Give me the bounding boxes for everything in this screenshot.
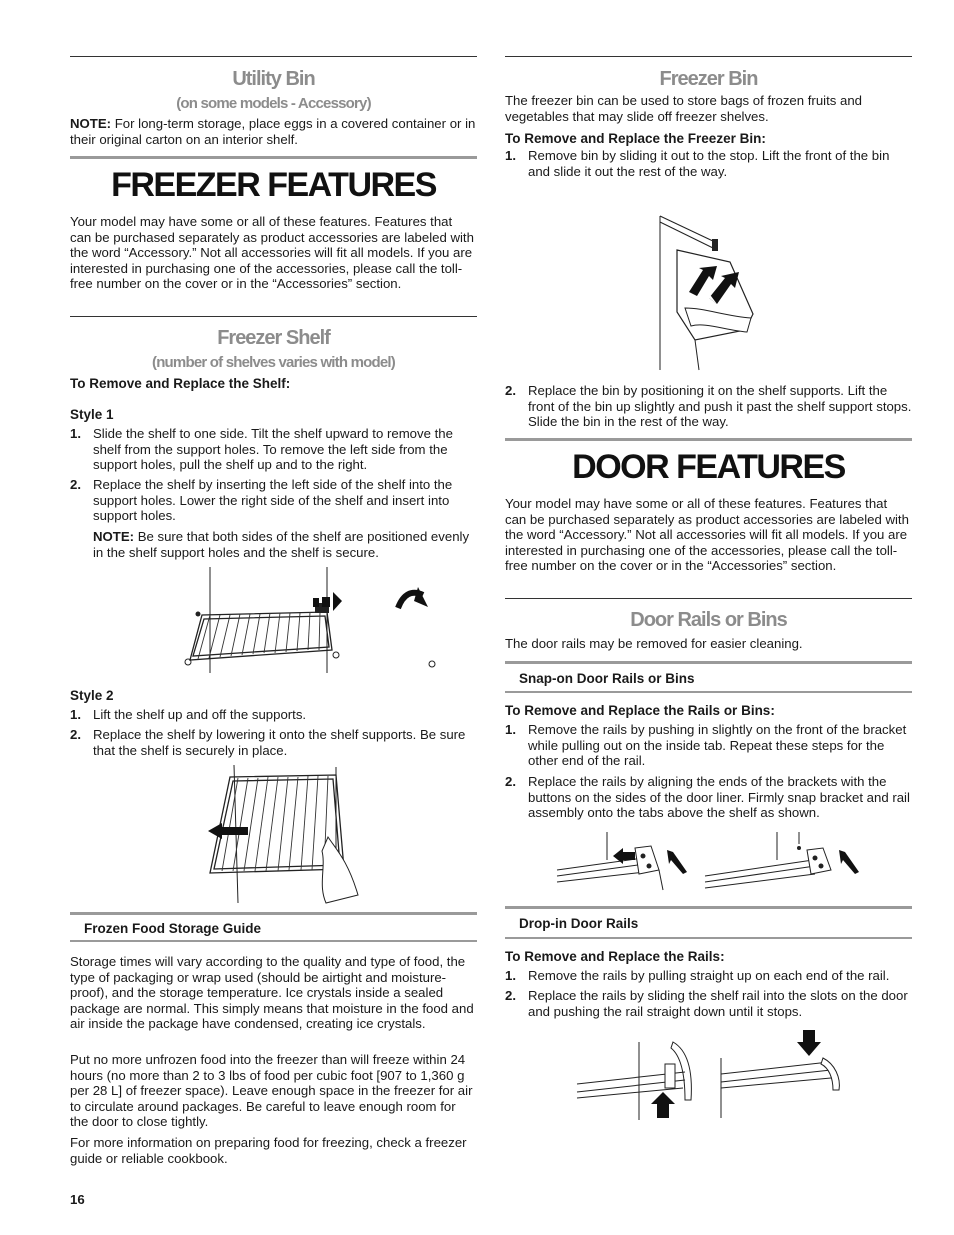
storage-guide-para2: Put no more unfrozen food into the freezer than will freeze within 24 hours (no more than 2 to 3 lbs of food per cubic foot [907 to 1,360 g per 28 L] of freezer space). Leave enough space in the freezer for air to circulate around packages. Be careful to leave enough room for the door to close tightly. — [70, 1052, 473, 1130]
style1-steps — [70, 426, 477, 560]
freezer-features-title: FREEZER FEATURES — [111, 166, 436, 204]
step-number: 2. — [70, 477, 81, 492]
step-number: 1. — [505, 968, 516, 983]
section-rule — [505, 438, 912, 441]
style1-note — [93, 529, 477, 560]
utility-bin-title: Utility Bin — [232, 68, 315, 90]
section-rule — [70, 156, 477, 159]
step-number: 2. — [505, 383, 516, 398]
style2-step1: Lift the shelf up and off the supports. — [93, 707, 307, 722]
snap-on-replace-illustration — [703, 830, 868, 895]
door-rails-intro: The door rails may be removed for easier cleaning. — [505, 636, 803, 651]
freezer-bin-step1-block — [505, 148, 912, 184]
freezer-features-intro: Your model may have some or all of these features. Features that can be purchased separately as product accessories are labeled with the word “Accessory.” Not all accessories will fit all models. If you are interested in purchasing one of the accessories, please call the toll-free number on the cover or in the “Accessories” section. — [70, 214, 474, 292]
door-features-title: DOOR FEATURES — [572, 448, 845, 486]
style2-steps — [70, 707, 477, 757]
shelf-style1-illustration — [180, 565, 440, 677]
note-text: Be sure that both sides of the shelf are positioned evenly in the shelf support holes and the shelf is secure. — [93, 529, 470, 560]
drop-in-title: Drop-in Door Rails — [519, 916, 639, 931]
door-features-intro: Your model may have some or all of these features. Features that can be purchased separately as product accessories are labeled with the word “Accessory.” Not all accessories will fit all models. If you are interested in purchasing one of the accessories, please call the toll-free number on the cover or in the “Accessories” section. — [505, 496, 909, 574]
section-rule — [505, 691, 912, 693]
storage-guide-title: Frozen Food Storage Guide — [84, 921, 262, 936]
section-rule — [505, 598, 912, 599]
step-number: 1. — [505, 148, 516, 163]
note-label: NOTE: — [70, 116, 112, 131]
step-number: 2. — [505, 988, 516, 1003]
drop-in-step1: Remove the rails by pulling straight up on each end of the rail. — [528, 968, 890, 983]
style2-label: Style 2 — [70, 688, 114, 703]
snap-on-title: Snap-on Door Rails or Bins — [519, 671, 695, 686]
drop-in-remove-illustration — [575, 1040, 700, 1122]
style2-step2: Replace the shelf by lowering it onto the shelf supports. Be sure that the shelf is securely in place. — [93, 727, 466, 758]
freezer-bin-step2: Replace the bin by positioning it on the shelf supports. Lift the front of the bin up slightly and push it past the shelf support stops. Slide the bin in the rest of the way. — [528, 383, 912, 430]
note-label: NOTE: — [93, 529, 135, 544]
top-rule — [70, 56, 477, 57]
door-rails-title: Door Rails or Bins — [630, 609, 787, 631]
freezer-bin-illustration — [655, 212, 765, 372]
utility-bin-note — [70, 116, 477, 147]
step-number: 1. — [505, 722, 516, 737]
snap-on-steps — [505, 722, 912, 822]
freezer-shelf-subtitle: (number of shelves varies with model) — [152, 354, 395, 371]
drop-in-steps — [505, 968, 912, 1018]
step-number: 2. — [505, 774, 516, 789]
freezer-shelf-title: Freezer Shelf — [217, 327, 330, 349]
section-rule — [70, 940, 477, 942]
storage-guide-para3: For more information on preparing food for freezing, check a freezer guide or reliable cookbook. — [70, 1135, 467, 1166]
section-rule — [70, 912, 477, 915]
snap-on-step1: Remove the rails by pushing in slightly on the front of the bracket while pulling out on the inside tab. Repeat these steps for the other end of the rail. — [528, 722, 907, 769]
style1-step2: Replace the shelf by inserting the left side of the shelf into the support holes. Lower the right side of the shelf and insert into support holes. — [93, 477, 453, 524]
step-number: 2. — [70, 727, 81, 742]
step-number: 1. — [70, 707, 81, 722]
snap-on-heading: To Remove and Replace the Rails or Bins: — [505, 703, 775, 718]
freezer-bin-step1: Remove bin by sliding it out to the stop. Lift the front of the bin and slide it out the rest of the way. — [528, 148, 890, 179]
section-rule — [70, 316, 477, 317]
style1-label: Style 1 — [70, 407, 114, 422]
drop-in-step2: Replace the rails by sliding the shelf rail into the slots on the door and pushing the rail straight down until it stops. — [528, 988, 908, 1019]
page-number: 16 — [70, 1192, 85, 1207]
shelf-heading: To Remove and Replace the Shelf: — [70, 376, 291, 391]
drop-in-replace-illustration — [719, 1028, 844, 1122]
section-rule — [505, 906, 912, 909]
freezer-bin-heading: To Remove and Replace the Freezer Bin: — [505, 131, 766, 146]
top-rule — [505, 56, 912, 57]
section-rule — [505, 937, 912, 939]
snap-on-step2: Replace the rails by aligning the ends of the brackets with the buttons on the sides of the door liner. Firmly snap bracket and rail assembly onto the tabs above the shelf as shown. — [528, 774, 910, 821]
freezer-bin-step2-block — [505, 383, 912, 433]
section-rule — [505, 661, 912, 664]
step-number: 1. — [70, 426, 81, 441]
shelf-style2-illustration — [208, 765, 358, 905]
freezer-bin-title: Freezer Bin — [659, 68, 758, 90]
note-text: For long-term storage, place eggs in a covered container or in their original carton on an interior shelf. — [70, 116, 476, 147]
style1-step1: Slide the shelf to one side. Tilt the shelf upward to remove the shelf from the support holes. To remove the left side from the support holes, pull the shelf up and to the right. — [93, 426, 453, 473]
drop-in-heading: To Remove and Replace the Rails: — [505, 949, 725, 964]
snap-on-remove-illustration — [555, 830, 690, 895]
utility-bin-subtitle: (on some models - Accessory) — [176, 95, 371, 112]
freezer-bin-intro: The freezer bin can be used to store bags of frozen fruits and vegetables that may slide off freezer shelves. — [505, 93, 863, 124]
storage-guide-para1: Storage times will vary according to the quality and type of food, the type of packaging or wrap used (should be airtight and moisture-proof), and the storage temperature. Ice crystals inside a sealed package are normal. This simply means that moisture in the food and air inside the package have condensed, creating ice crystals. — [70, 954, 474, 1032]
